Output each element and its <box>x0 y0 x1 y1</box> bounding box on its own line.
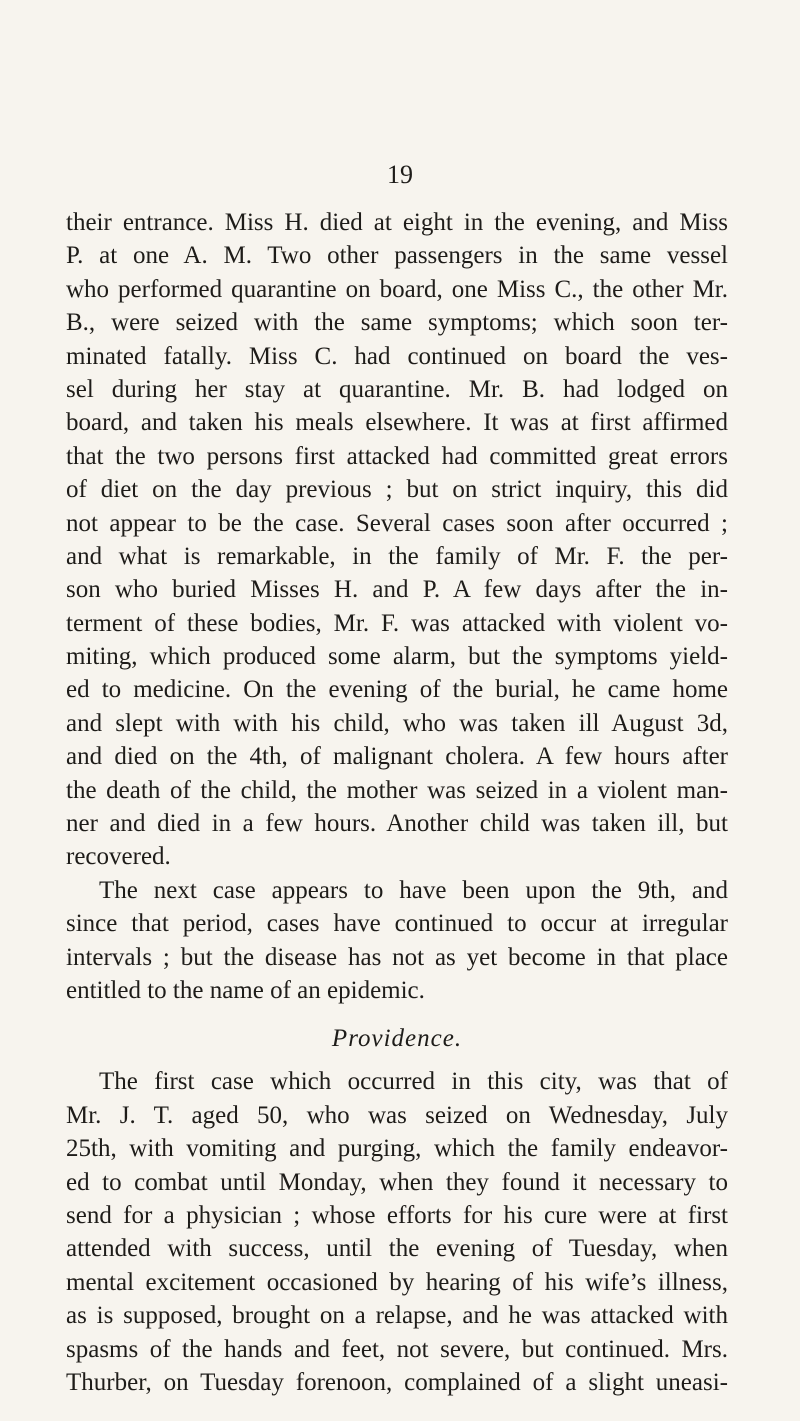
text-line: ed to medicine. On the evening of the burial, he came home <box>66 676 728 704</box>
text-line: send for a physician ; whose efforts for his cure were at first <box>66 1201 728 1229</box>
text-line: who performed quarantine on board, one Miss C., the other Mr. <box>66 275 728 303</box>
text-line: sel during her stay at quarantine. Mr. B. had lodged on <box>66 375 728 403</box>
text-line: terment of these bodies, Mr. F. was attacked with violent vo- <box>66 609 728 637</box>
text-line: of diet on the day previous ; but on strict inquiry, this did <box>66 476 728 504</box>
text-line: P. at one A. M. Two other passengers in the same vessel <box>66 242 728 270</box>
text-line: mental excitement occasioned by hearing of his wife’s illness, <box>66 1268 728 1296</box>
text-line: not appear to be the case. Several cases soon after occurred ; <box>66 509 728 537</box>
body-text <box>66 206 728 1399</box>
text-line: attended with success, until the evening of Tuesday, when <box>66 1235 728 1263</box>
text-line: ed to combat until Monday, when they found it necessary to <box>66 1168 728 1196</box>
text-line: The next case appears to have been upon the 9th, and <box>99 876 728 904</box>
text-line: entitled to the name of an epidemic. <box>66 976 425 1004</box>
text-line: recovered. <box>66 843 171 871</box>
page-number: 19 <box>387 160 413 189</box>
text-line: Thurber, on Tuesday forenoon, complained of a slight uneasi- <box>66 1368 728 1396</box>
text-line: intervals ; but the disease has not as yet become in that place <box>66 943 728 971</box>
text-line: the death of the child, the mother was seized in a violent man- <box>66 776 728 804</box>
text-line: son who buried Misses H. and P. A few days after the in- <box>66 576 728 604</box>
text-line: and slept with with his child, who was taken ill August 3d, <box>66 709 728 737</box>
text-line: and died on the 4th, of malignant cholera. A few hours after <box>66 743 728 771</box>
text-line: B., were seized with the same symptoms; which soon ter- <box>66 309 728 337</box>
text-line: as is supposed, brought on a relapse, and he was attacked with <box>66 1302 728 1330</box>
text-line: The first case which occurred in this city, was that of <box>99 1068 728 1096</box>
text-line: their entrance. Miss H. died at eight in the evening, and Miss <box>66 209 728 236</box>
text-line: minated fatally. Miss C. had continued on board the ves- <box>66 342 728 370</box>
text-line: Mr. J. T. aged 50, who was seized on Wednesday, July <box>66 1101 728 1129</box>
text-line: miting, which produced some alarm, but the symptoms yield- <box>66 643 728 671</box>
text-line: since that period, cases have continued to occur at irregular <box>66 910 728 938</box>
text-line: ner and died in a few hours. Another child was taken ill, but <box>66 810 728 838</box>
text-line: board, and taken his meals elsewhere. It was at first affirmed <box>66 409 728 437</box>
text-line: and what is remarkable, in the family of Mr. F. the per- <box>66 542 728 570</box>
section-heading: Providence. <box>331 1025 463 1053</box>
text-line: that the two persons first attacked had committed great errors <box>66 442 728 470</box>
text-line: 25th, with vomiting and purging, which the family endeavor- <box>66 1135 728 1163</box>
text-line: spasms of the hands and feet, not severe, but continued. Mrs. <box>66 1335 728 1363</box>
